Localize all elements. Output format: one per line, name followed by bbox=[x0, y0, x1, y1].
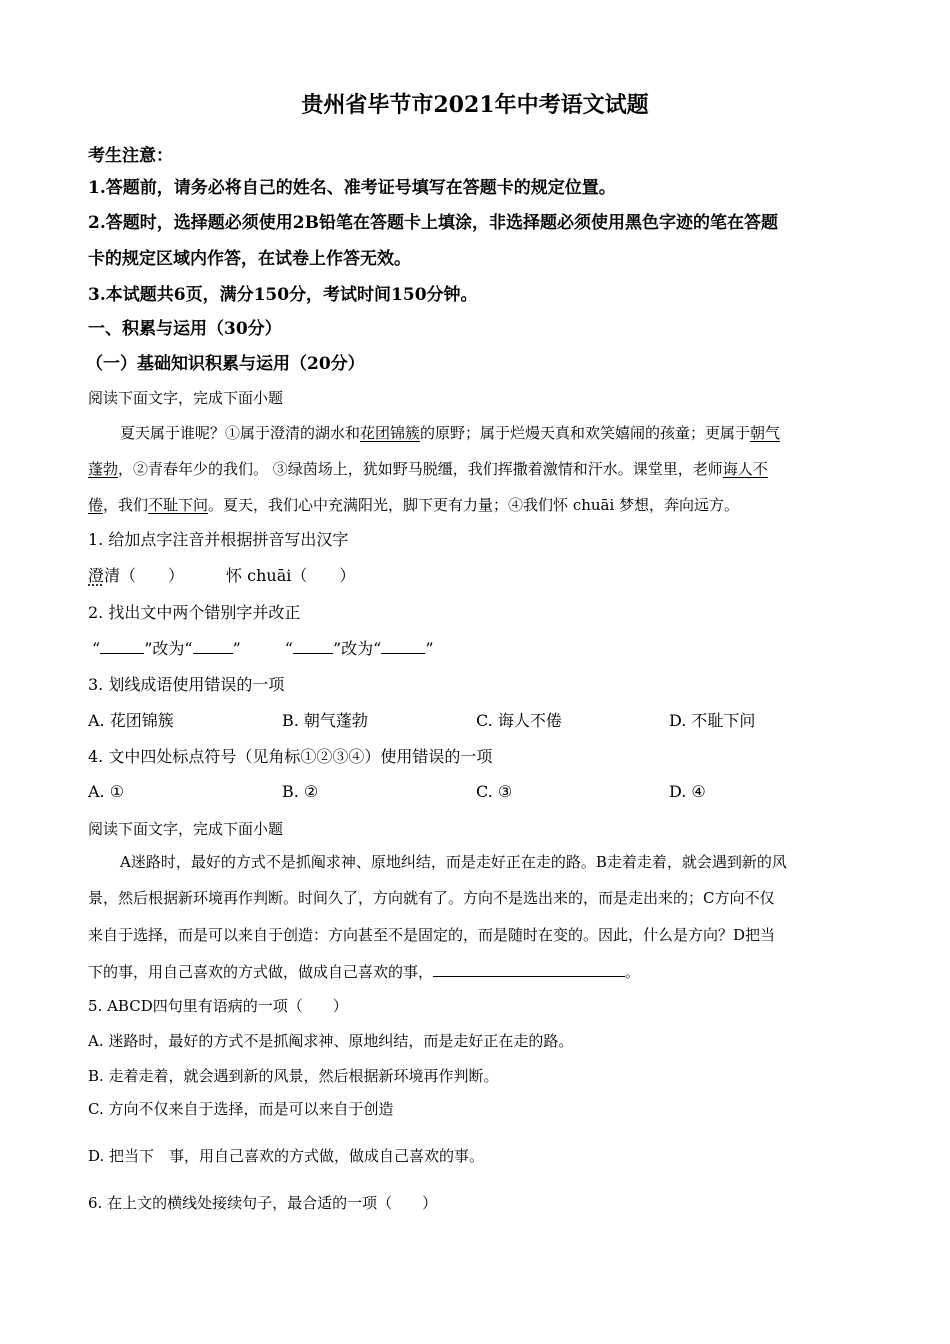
quote-mark: “ bbox=[92, 639, 101, 658]
passage-2-line-2: 景，然后根据新环境再作判断。时间久了，方向就有了。方向不是选出来的，而是走出来的；C方向不仅 bbox=[88, 889, 775, 907]
blank-correct-char-1[interactable] bbox=[193, 639, 233, 654]
question-2-blanks bbox=[92, 639, 434, 659]
notice-item-2b: 卡的规定区域内作答，在试卷上作答无效。 bbox=[88, 249, 411, 269]
q1-item-b: 怀 chuāi（ ） bbox=[226, 566, 356, 585]
q5-option-c[interactable]: C. 方向不仅来自于选择，而是可以来自于创造 bbox=[88, 1100, 394, 1118]
q5-option-a[interactable]: A. 迷路时，最好的方式不是抓阄求神、原地纠结，而是走好正在走的路。 bbox=[88, 1032, 574, 1050]
passage-text: 下的事，用自己喜欢的方式做，做成自己喜欢的事， bbox=[88, 963, 434, 981]
underlined-idiom: 诲人不 bbox=[722, 460, 768, 478]
dotted-char: 澄 bbox=[88, 566, 105, 585]
notice-heading: 考生注意： bbox=[88, 146, 173, 166]
q4-option-d[interactable]: D. ④ bbox=[669, 782, 706, 801]
question-1-items bbox=[88, 566, 355, 586]
q5-option-b[interactable]: B. 走着走着，就会遇到新的风景，然后根据新环境再作判断。 bbox=[88, 1067, 499, 1085]
q5-option-d[interactable]: D. 把当下 事，用自己喜欢的方式做，做成自己喜欢的事。 bbox=[88, 1147, 485, 1165]
q1-item-a: 清（ ） bbox=[104, 566, 185, 585]
passage-text: 的原野；属于烂熳天真和欢笑嬉闹的孩童；更属于 bbox=[420, 424, 751, 442]
q4-option-b[interactable]: B. ② bbox=[282, 782, 319, 801]
notice-item-3: 3.本试题共6页，满分150分，考试时间150分钟。 bbox=[88, 285, 478, 305]
passage-1-line-3 bbox=[88, 495, 863, 515]
passage-2-line-3: 来自于选择，而是可以来自于创造：方向甚至不是固定的，而是随时在变的。因此，什么是方向？D把当 bbox=[88, 926, 776, 944]
passage-text: 。夏天，我们心中充满阳光，脚下更有力量；④我们怀 chuāi 梦想，奔向远方。 bbox=[208, 496, 740, 514]
instruction-1: 阅读下面文字，完成下面小题 bbox=[88, 389, 284, 407]
q3-option-a[interactable]: A. 花团锦簇 bbox=[88, 711, 174, 730]
underlined-idiom: 花团锦簇 bbox=[360, 424, 421, 442]
question-2-stem: 2. 找出文中两个错别字并改正 bbox=[88, 603, 301, 622]
passage-text: 夏天属于谁呢？①属于澄清的湖水和 bbox=[120, 424, 361, 442]
page-title: 贵州省毕节市2021年中考语文试题 bbox=[301, 92, 649, 118]
passage-1-line-2 bbox=[88, 459, 863, 479]
answer-blank[interactable] bbox=[433, 962, 625, 977]
blank-wrong-char-2[interactable] bbox=[293, 639, 333, 654]
underlined-idiom: 不耻下问 bbox=[148, 496, 209, 514]
blank-wrong-char-1[interactable] bbox=[100, 639, 144, 654]
q3-option-d[interactable]: D. 不耻下问 bbox=[669, 711, 756, 730]
q4-option-c[interactable]: C. ③ bbox=[476, 782, 513, 801]
question-3-stem: 3. 划线成语使用错误的一项 bbox=[88, 675, 285, 694]
question-1-stem: 1. 给加点字注音并根据拼音写出汉字 bbox=[88, 530, 349, 549]
underlined-idiom: 蓬勃 bbox=[88, 460, 119, 478]
section-heading: 一、积累与运用（30分） bbox=[88, 319, 282, 339]
passage-1-line-1 bbox=[120, 423, 895, 443]
blank-correct-char-2[interactable] bbox=[381, 639, 425, 654]
underlined-idiom: 倦 bbox=[88, 496, 104, 514]
q4-option-a[interactable]: A. ① bbox=[88, 782, 125, 801]
subsection-heading: （一）基础知识积累与运用（20分） bbox=[86, 354, 365, 374]
question-5-stem: 5. ABCD四句里有语病的一项（ ） bbox=[88, 997, 348, 1015]
instruction-2: 阅读下面文字，完成下面小题 bbox=[88, 820, 284, 838]
passage-text: ，②青春年少的我们。 ③绿茵场上，犹如野马脱缰，我们挥撒着激情和汗水。课堂里，老师 bbox=[118, 460, 723, 478]
change-to-text: ”改为“ bbox=[144, 639, 193, 658]
passage-text: 。 bbox=[625, 963, 641, 981]
change-to-text: ”改为“ bbox=[332, 639, 382, 658]
q3-option-b[interactable]: B. 朝气蓬勃 bbox=[282, 711, 368, 730]
q3-option-c[interactable]: C. 诲人不倦 bbox=[476, 711, 562, 730]
quote-mark: ” bbox=[232, 639, 241, 658]
passage-2-line-4 bbox=[88, 962, 863, 982]
passage-text: ，我们 bbox=[103, 496, 149, 514]
underlined-idiom: 朝气 bbox=[750, 424, 781, 442]
question-6-stem: 6. 在上文的横线处接续句子，最合适的一项（ ） bbox=[88, 1194, 438, 1212]
quote-mark: “ bbox=[284, 639, 293, 658]
notice-item-1: 1.答题前，请务必将自己的姓名、准考证号填写在答题卡的规定位置。 bbox=[88, 178, 616, 198]
quote-mark: ” bbox=[425, 639, 434, 658]
notice-item-2a: 2.答题时，选择题必须使用2B铅笔在答题卡上填涂，非选择题必须使用黑色字迹的笔在答题 bbox=[88, 213, 778, 233]
question-4-stem: 4. 文中四处标点符号（见角标①②③④）使用错误的一项 bbox=[88, 747, 493, 766]
passage-2-line-1: A迷路时，最好的方式不是抓阄求神、原地纠结，而是走好正在走的路。B走着走着，就会遇到新的风 bbox=[120, 853, 787, 871]
